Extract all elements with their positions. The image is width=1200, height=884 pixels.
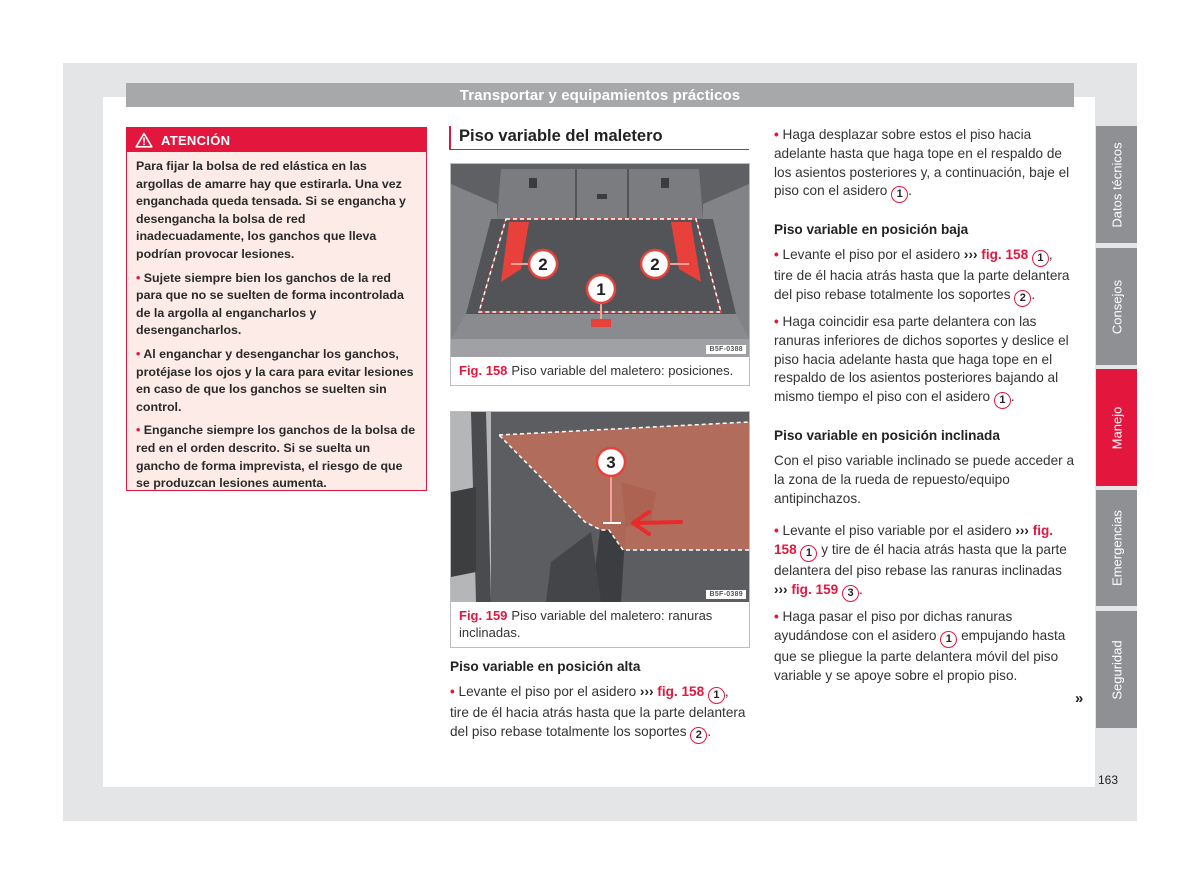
instruction-item [774, 126, 1074, 203]
instruction-text: Haga pasar el piso por dichas ranuras ayudándose con el asidero [774, 608, 1013, 643]
callout-1 [587, 275, 615, 303]
side-tab-manejo[interactable] [1096, 369, 1137, 486]
figure-link[interactable]: fig. 158 [981, 247, 1029, 263]
warning-bullet [136, 346, 416, 416]
bullet-icon: • [774, 247, 779, 263]
reference-arrow-icon: ››› [963, 247, 978, 263]
section-intro: Con el piso variable inclinado se puede acceder a la zona de la rueda de repuesto/equipo antipinchazos. [774, 452, 1075, 506]
instruction-item [774, 246, 1074, 307]
bullet-icon: • [774, 608, 779, 624]
callout-number: 2 [1014, 290, 1031, 307]
svg-text:2: 2 [538, 255, 548, 274]
reference-arrow-icon: ››› [639, 683, 654, 699]
warning-bullet [136, 270, 416, 340]
chapter-header: Transportar y equipamientos prácticos [126, 83, 1074, 107]
column-3 [774, 126, 1074, 691]
figure-link[interactable]: fig. 158 [774, 523, 1054, 558]
svg-text:2: 2 [650, 255, 660, 274]
warning-bullet-text: Enganche siempre los ganchos de la bolsa de red en el orden descrito. Si se suelta un gancho de forma imprevista, el riesgo de que se produzcan lesiones aumenta. [136, 423, 416, 491]
instruction-text: Levante el piso variable por el asidero [782, 523, 1012, 539]
callout-number: 1 [800, 545, 817, 562]
instruction-text: Levante el piso por el asidero [458, 683, 637, 699]
figure-link[interactable]: fig. 158 [657, 683, 705, 699]
instruction-text: Levante el piso por el asidero [782, 247, 961, 263]
warning-header [127, 128, 426, 152]
figure-159-image [451, 412, 749, 602]
figure-code: B5F-0388 [706, 345, 746, 354]
figure-caption [451, 357, 749, 385]
callout-3 [597, 448, 625, 476]
instruction-text: Haga coincidir esa parte delantera con las ranuras inferiores de dichos soportes y deslice el piso hacia adelante hasta que haga tope en el respaldo de los asientos posteriores bajando al mismo tiempo el piso con el asidero [774, 313, 1069, 405]
svg-text:3: 3 [606, 453, 616, 472]
reference-arrow-icon: ››› [774, 581, 788, 597]
callout-number: 2 [690, 727, 707, 744]
figure-caption-text: Piso variable del maletero: posiciones. [511, 363, 734, 378]
instruction-item [450, 683, 750, 744]
callout-number: 1 [1032, 250, 1049, 267]
svg-text:1: 1 [596, 280, 606, 299]
side-tab-emergencias[interactable] [1096, 490, 1137, 606]
figure-number: Fig. 159 [459, 608, 508, 623]
figure-caption [451, 602, 749, 647]
page-number: 163 [1098, 773, 1119, 787]
period: . [908, 183, 912, 199]
section-alta [450, 658, 750, 750]
figure-158 [450, 163, 750, 386]
side-tab-label: Datos técnicos [1109, 141, 1124, 228]
side-tab-seguridad[interactable] [1096, 611, 1137, 728]
warning-box [126, 127, 427, 491]
instruction-text: y tire de él hacia atrás hasta que la parte delantera del piso rebase las ranuras inclinadas [774, 542, 1067, 579]
section-title: Piso variable del maletero [449, 126, 749, 150]
warning-title: ATENCIÓN [161, 132, 231, 148]
period: . [1031, 286, 1036, 302]
callout-number: 1 [708, 687, 725, 704]
trunk-floor-illustration [451, 164, 749, 357]
callout-2-right [641, 250, 669, 278]
instruction-item [774, 608, 1074, 685]
side-tab-label: Manejo [1109, 406, 1124, 449]
instruction-text: empujando hasta que se pliegue la parte delantera móvil del piso variable y se apoye sobre el propio piso. [774, 627, 1066, 683]
side-tab-label: Consejos [1109, 279, 1124, 334]
side-tab-label: Seguridad [1109, 639, 1124, 700]
figure-code: B5F-0389 [706, 590, 746, 599]
period: . [859, 581, 863, 597]
instruction-item [774, 522, 1074, 602]
bullet-icon: • [136, 270, 141, 285]
subsection-heading: Piso variable en posición inclinada [774, 428, 1000, 444]
reference-arrow-icon: ››› [1015, 523, 1029, 539]
warning-bullet [136, 422, 416, 492]
instruction-text: , tire de él hacia atrás hasta que la parte delantera del piso rebase totalmente los soportes [774, 247, 1070, 302]
instruction-text: , tire de él hacia atrás hasta que la parte delantera del piso rebase totalmente los soportes [450, 683, 746, 739]
figure-158-image [451, 164, 749, 357]
instruction-item [774, 313, 1074, 409]
side-tab-datos-tecnicos[interactable] [1096, 126, 1137, 243]
callout-number: 1 [940, 631, 957, 648]
bullet-icon: • [774, 313, 779, 329]
callout-number: 1 [891, 186, 908, 203]
figure-159 [450, 411, 750, 648]
period: . [707, 723, 712, 739]
warning-intro: Para fijar la bolsa de red elástica en las argollas de amarre hay que estirarla. Una vez enganchada queda tensada. Si se engancha y desengancha la bolsa de red inadecuadamente, los ganchos que lleva podrían provocar lesiones. [136, 159, 406, 261]
tilted-slots-illustration [451, 412, 749, 602]
figure-link[interactable]: fig. 159 [791, 581, 839, 597]
bullet-icon: • [136, 346, 141, 361]
bullet-icon: • [136, 423, 141, 438]
figure-number: Fig. 158 [459, 363, 508, 378]
instruction-text: Haga desplazar sobre estos el piso hacia adelante hasta que haga tope en el respaldo de los asientos posteriores y, a continuación, baje el piso con el asidero [774, 127, 1070, 199]
callout-number: 3 [842, 585, 859, 602]
side-tab-label: Emergencias [1109, 510, 1124, 586]
figure-caption-text: Piso variable del maletero: ranuras inclinadas. [459, 608, 713, 640]
bullet-icon: • [774, 523, 779, 539]
callout-number: 1 [994, 392, 1011, 409]
callout-2-left [529, 250, 557, 278]
continue-icon: » [1075, 690, 1084, 707]
warning-triangle-icon [135, 132, 153, 148]
warning-bullet-text: Al enganchar y desenganchar los ganchos, protéjase los ojos y la cara para evitar lesiones en caso de que los ganchos se suelten sin control. [136, 346, 414, 414]
subsection-heading: Piso variable en posición baja [774, 222, 969, 238]
bullet-icon: • [450, 683, 455, 699]
period: . [1010, 389, 1015, 405]
side-tab-consejos[interactable] [1096, 248, 1137, 365]
warning-bullet-text: Sujete siempre bien los ganchos de la red para que no se suelten de forma incontrolada de la argolla al engancharlos y desengancharlos. [136, 270, 404, 338]
subsection-heading: Piso variable en posición alta [450, 659, 641, 674]
bullet-icon: • [774, 127, 779, 142]
